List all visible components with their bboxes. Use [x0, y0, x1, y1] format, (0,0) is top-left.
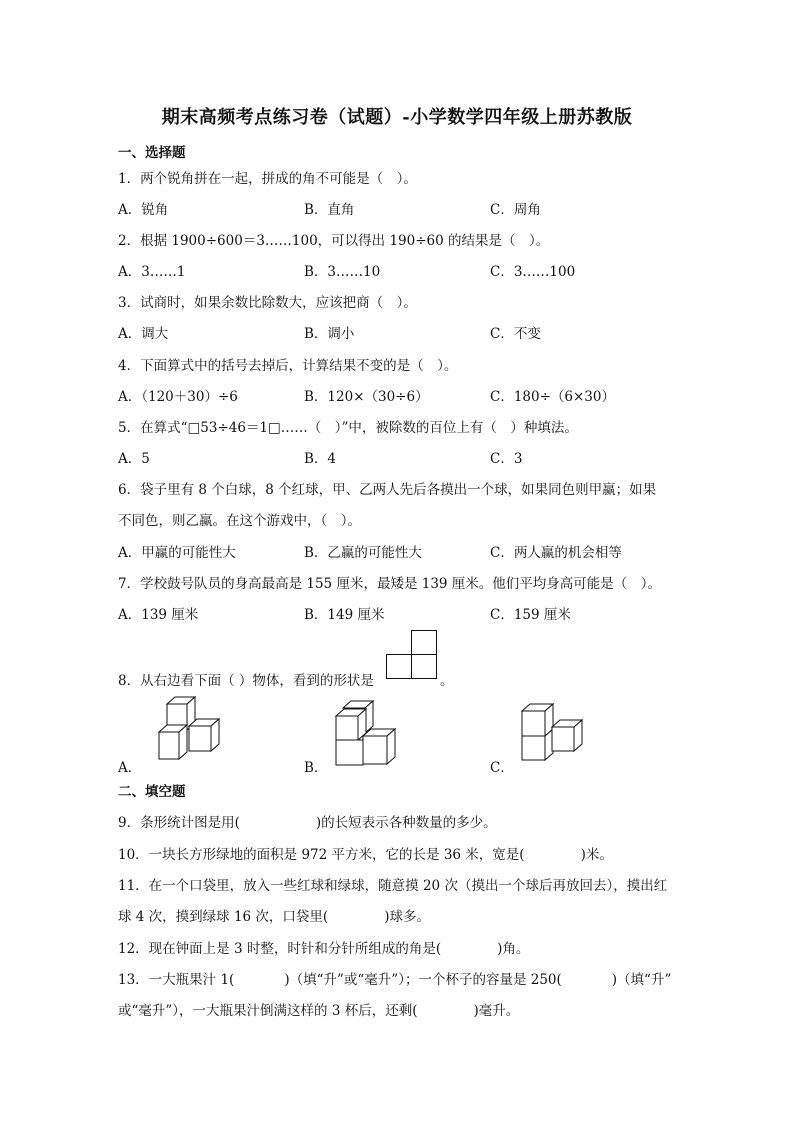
question-11-line-1: 11．在一个口袋里，放入一些红球和绿球，随意摸 20 次（摸出一个球后再放回去），摸出红 [118, 878, 668, 894]
q5-option-b: B．4 [304, 451, 337, 467]
q5-option-c: C．3 [490, 451, 523, 467]
question-11-part-2: )球多。 [384, 909, 430, 925]
q2-option-c: C．3……100 [490, 264, 576, 280]
q2-option-b: B．3……10 [304, 264, 381, 280]
question-3: 3．试商时，如果余数比除数大，应该把商（ ）。 [118, 295, 417, 311]
section-heading-choice: 一、选择题 [118, 145, 186, 161]
question-7: 7．学校鼓号队员的身高最高是 155 厘米，最矮是 139 厘米。他们平均身高可能是（ ）。 [118, 576, 662, 592]
q2-option-a: A．3……1 [118, 264, 186, 280]
question-2: 2．根据 1900÷600＝3……100，可以得出 190÷60 的结果是（ ）。 [118, 233, 550, 249]
question-12-part-1: 12．现在钟面上是 3 时整，时针和分针所组成的角是( [118, 941, 442, 957]
question-9 [118, 811, 497, 831]
question-13-part-3: )（填“升” [611, 972, 672, 988]
q8-option-a: A． [118, 760, 142, 776]
q8-option-b: B． [304, 760, 328, 776]
q6-option-b: B．乙赢的可能性大 [304, 545, 422, 561]
question-1: 1．两个锐角拼在一起，拼成的角不可能是（ ）。 [118, 171, 417, 187]
q1-option-a: A．锐角 [118, 202, 169, 218]
question-13-part-1: 13．一大瓶果汁 1( [118, 972, 235, 988]
section-heading-fill-blank: 二、填空题 [118, 784, 186, 800]
q7-option-a: A．139 厘米 [118, 607, 199, 623]
question-11-line-2 [118, 905, 430, 925]
q3-option-b: B．调小 [304, 326, 355, 342]
question-9-part-1: 9．条形统计图是用( [118, 815, 240, 831]
question-6-line-2: 不同色，则乙赢。在这个游戏中，（ ）。 [118, 513, 361, 529]
side-view-shape-figure [385, 630, 439, 680]
question-10-part-1: 10．一块长方形绿地的面积是 972 平方米，它的长是 36 米，宽是( [118, 847, 525, 863]
q8-option-c: C． [490, 760, 514, 776]
q8-option-a-cubes-figure [155, 696, 225, 764]
q3-option-a: A．调大 [118, 326, 169, 342]
q5-option-a: A．5 [118, 451, 150, 467]
question-10-part-2: )米。 [580, 847, 613, 863]
question-13-part-5: )毫升。 [473, 1003, 520, 1019]
question-6-line-1: 6．袋子里有 8 个白球，8 个红球，甲、乙两人先后各摸出一个球，如果同色则甲赢；如果 [118, 482, 657, 498]
q1-option-b: B．直角 [304, 202, 355, 218]
page-title: 期末高频考点练习卷（试题）-小学数学四年级上册苏教版 [161, 107, 633, 128]
question-13-part-4: 或“毫升”），一大瓶果汁倒满这样的 3 杯后，还剩( [118, 1003, 418, 1019]
q4-option-c: C．180÷（6×30） [490, 389, 615, 405]
question-8-end: 。 [440, 673, 454, 689]
q1-option-c: C．周角 [490, 202, 541, 218]
question-12-part-2: )角。 [497, 941, 530, 957]
question-12 [118, 937, 529, 957]
question-13-line-1 [118, 968, 671, 988]
q4-option-a: A．（120＋30）÷6 [118, 389, 238, 405]
question-11-part-1: 球 4 次，摸到绿球 16 次，口袋里( [118, 909, 329, 925]
q4-option-b: B．120×（30÷6） [304, 389, 429, 405]
question-13-part-2: )（填“升”或“毫升”）；一个杯子的容量是 250( [284, 972, 562, 988]
q7-option-b: B．149 厘米 [304, 607, 385, 623]
question-10 [118, 843, 613, 863]
question-5: 5．在算式“□53÷46＝1□……（ ）”中，被除数的百位上有（ ）种填法。 [118, 420, 578, 436]
question-9-part-2: )的长短表示各种数量的多少。 [315, 815, 497, 831]
q6-option-c: C．两人赢的机会相等 [490, 545, 622, 561]
q3-option-c: C．不变 [490, 326, 541, 342]
q8-option-c-cubes-figure [519, 702, 587, 764]
question-4: 4．下面算式中的括号去掉后，计算结果不变的是（ ）。 [118, 358, 458, 374]
q7-option-c: C．159 厘米 [490, 607, 571, 623]
question-8: 8．从右边看下面（ ）物体，看到的形状是 [118, 673, 374, 689]
q8-option-b-cubes-figure [333, 700, 399, 768]
q6-option-a: A．甲赢的可能性大 [118, 545, 236, 561]
question-13-line-2 [118, 999, 519, 1019]
